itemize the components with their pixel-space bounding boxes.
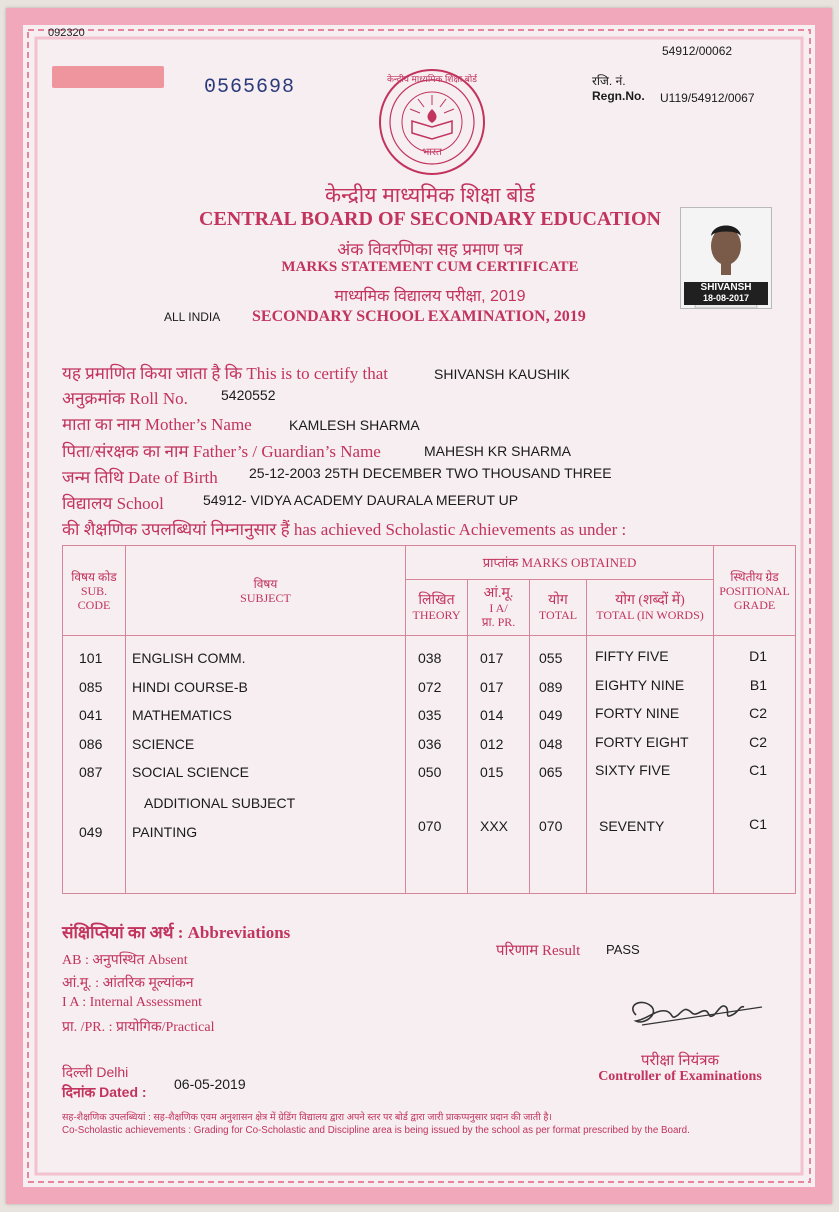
table-row-2-total: 049 xyxy=(539,707,563,724)
header-grade-hindi: स्थितीय ग्रेड xyxy=(730,569,779,584)
controller-label: Controller of Examinations xyxy=(598,1069,762,1084)
regn-label: Regn.No. xyxy=(592,89,645,103)
header-theory-english: THEORY xyxy=(412,607,461,622)
additional-row-subject: PAINTING xyxy=(132,823,198,840)
mother-label: माता का नाम Mother’s Name xyxy=(62,415,252,434)
header-total-hindi: योग xyxy=(548,592,568,608)
all-india-label: ALL INDIA xyxy=(164,310,221,324)
table-row-4-ia: 015 xyxy=(480,764,504,781)
header-ia-english: I A/ xyxy=(489,600,508,615)
abbreviation-pr: प्रा. /PR. : प्रायोगिक/Practical xyxy=(62,1020,215,1035)
serial-number: 0565698 xyxy=(204,76,296,99)
abbreviation-ia: I A : Internal Assessment xyxy=(62,995,202,1010)
table-row-1-grade: B1 xyxy=(749,676,768,693)
roll-label: अनुक्रमांक Roll No. xyxy=(62,389,188,408)
col-words xyxy=(587,636,714,894)
header-words-hindi: योग (शब्दों में) xyxy=(615,592,685,608)
father-label: पिता/संरक्षक का नाम Father’s / Guardian’s Name xyxy=(62,442,381,461)
table-row-0-theory: 038 xyxy=(418,650,442,666)
header-ia-hindi: आं.मू. xyxy=(483,585,514,601)
controller-hindi: परीक्षा नियंत्रक xyxy=(640,1052,720,1069)
table-row-0-ia: 017 xyxy=(480,650,504,666)
photo-date: 18-08-2017 xyxy=(702,293,750,303)
header-pr: प्रा. PR. xyxy=(481,614,516,629)
header-grade xyxy=(714,546,796,636)
table-row-1-code: 085 xyxy=(79,678,103,695)
co-scholastic-note: Co-Scholastic achievements : Grading for Co-Scholastic and Discipline area is being issued by the school as per format prescribed by the Board. xyxy=(62,1125,690,1136)
table-row-3-theory: 036 xyxy=(418,735,442,752)
table-row-4-grade: C1 xyxy=(749,762,768,779)
result-value: PASS xyxy=(606,942,640,957)
table-row-4-words: SIXTY FIVE xyxy=(595,762,671,779)
abbreviation-ia-hindi: आं.मू. : आंतरिक मूल्यांकन xyxy=(62,976,194,991)
dob-label: जन्म तिथि Date of Birth xyxy=(62,468,218,487)
header-total-english: TOTAL xyxy=(538,607,578,622)
table-row-3-total: 048 xyxy=(539,735,563,752)
additional-row-total: 070 xyxy=(539,817,563,834)
header-subject xyxy=(126,546,406,636)
table-row-1-theory: 072 xyxy=(418,678,442,695)
header-theory-hindi: लिखित xyxy=(418,592,455,608)
father-value: MAHESH KR SHARMA xyxy=(424,443,572,459)
col-grade xyxy=(714,636,796,894)
doc-title: MARKS STATEMENT CUM CERTIFICATE xyxy=(281,259,579,275)
table-row-2-code: 041 xyxy=(79,707,103,724)
student-name: SHIVANSH KAUSHIK xyxy=(434,366,570,382)
header-sub-code-english: SUB. CODE xyxy=(77,583,111,612)
table-row-3-words: FORTY EIGHT xyxy=(595,733,689,750)
achieved-label: की शैक्षणिक उपलब्धियां निम्नानुसार हैं has achieved Scholastic Achievements as under : xyxy=(62,520,627,539)
additional-subject-label: ADDITIONAL SUBJECT xyxy=(144,794,296,811)
table-row-2-ia: 014 xyxy=(480,707,504,724)
col-ia xyxy=(468,636,530,894)
dated-label: दिनांक Dated : xyxy=(62,1084,147,1100)
board-title: CENTRAL BOARD OF SECONDARY EDUCATION xyxy=(199,208,661,230)
header-theory xyxy=(406,580,468,636)
table-row-2-subject: MATHEMATICS xyxy=(132,707,232,724)
certify-label: यह प्रमाणित किया जाता है कि This is to certify that xyxy=(62,364,388,383)
board-title-hindi: केन्द्रीय माध्यमिक शिक्षा बोर्ड xyxy=(325,184,535,207)
additional-row-grade: C1 xyxy=(749,815,768,832)
school-value: 54912- VIDYA ACADEMY DAURALA MEERUT UP xyxy=(203,492,519,508)
header-ia xyxy=(468,580,530,636)
table-row-0-subject: ENGLISH COMM. xyxy=(132,650,246,666)
table-row-1-subject: HINDI COURSE-B xyxy=(132,678,248,695)
table-row-2-theory: 035 xyxy=(418,707,442,724)
serial-top-left: 092320 xyxy=(48,27,85,39)
code-top-right: 54912/00062 xyxy=(662,44,733,58)
table-row-1-total: 089 xyxy=(539,678,563,695)
table-row-3-subject: SCIENCE xyxy=(132,735,195,752)
spacer-row xyxy=(79,787,125,816)
photo-name: SHIVANSH xyxy=(700,282,752,293)
additional-row-theory: 070 xyxy=(418,817,442,834)
table-row-4-theory: 050 xyxy=(418,764,442,781)
header-sub-code-hindi: विषय कोड xyxy=(71,569,117,584)
spacer-row xyxy=(595,785,713,814)
place-label: दिल्ली Delhi xyxy=(62,1064,129,1080)
table-row-4-total: 065 xyxy=(539,764,563,781)
red-stamp xyxy=(52,66,164,88)
table-row-0-grade: D1 xyxy=(749,648,768,664)
table-row-0-words: FIFTY FIVE xyxy=(595,648,669,664)
col-theory xyxy=(406,636,468,894)
co-scholastic-note-hindi: सह-शैक्षणिक उपलब्धियां : सह-शैक्षणिक एवम अनुशासन क्षेत्र में ग्रेडिंग विद्यालय द्वारा अपने स्तर पर बोर्ड द्वारा जारी प्राकप्पनुसार प्रदान की जाती है। xyxy=(62,1112,552,1123)
abbreviations-title: संक्षिप्तियां का अर्थ : Abbreviations xyxy=(62,923,291,942)
dob-value: 25-12-2003 25TH DECEMBER TWO THOUSAND THREE xyxy=(249,465,612,481)
abbreviation-ab: AB : अनुपस्थित Absent xyxy=(62,953,188,968)
marks-table xyxy=(62,545,796,894)
col-total xyxy=(530,636,587,894)
additional-row-words: SEVENTY xyxy=(599,817,665,834)
additional-row-ia: XXX xyxy=(480,817,509,834)
header-words xyxy=(587,580,714,636)
table-row-3-ia: 012 xyxy=(480,735,504,752)
table-row-3-code: 086 xyxy=(79,735,103,752)
col-subject xyxy=(126,636,406,894)
school-label: विद्यालय School xyxy=(62,494,164,513)
table-row-0-code: 101 xyxy=(79,650,103,666)
header-sub-code xyxy=(63,546,126,636)
mother-value: KAMLESH SHARMA xyxy=(289,417,420,433)
dated-value: 06-05-2019 xyxy=(174,1076,246,1092)
table-row-2-grade: C2 xyxy=(749,705,768,722)
emblem-bottom-text: भारत xyxy=(422,147,442,158)
roll-value: 5420552 xyxy=(221,387,276,403)
additional-row-code: 049 xyxy=(79,823,103,840)
regn-label-hindi: रजि. नं. xyxy=(592,74,626,88)
header-grade-english: POSITIONAL GRADE xyxy=(719,583,790,612)
result-label: परिणाम Result xyxy=(496,943,581,959)
signature-icon xyxy=(622,985,772,1035)
table-row-0-total: 055 xyxy=(539,650,563,666)
table-row-2-words: FORTY NINE xyxy=(595,705,680,722)
student-photo xyxy=(680,207,772,309)
table-row-4-code: 087 xyxy=(79,764,103,781)
header-words-english: TOTAL (IN WORDS) xyxy=(596,607,704,622)
col-code xyxy=(63,636,126,894)
header-marks-obtained: प्राप्तांक MARKS OBTAINED xyxy=(406,546,714,580)
regn-value: U119/54912/0067 xyxy=(660,91,755,105)
header-subject-hindi: विषय xyxy=(253,576,278,591)
table-row-4-subject: SOCIAL SCIENCE xyxy=(132,764,249,781)
table-row-1-words: EIGHTY NINE xyxy=(595,676,685,693)
exam-title: SECONDARY SCHOOL EXAMINATION, 2019 xyxy=(252,308,586,325)
exam-title-hindi: माध्यमिक विद्यालय परीक्षा, 2019 xyxy=(334,288,526,305)
header-total xyxy=(530,580,587,636)
table-row-1-ia: 017 xyxy=(480,678,504,695)
doc-title-hindi: अंक विवरणिका सह प्रमाण पत्र xyxy=(337,240,523,259)
photo-caption xyxy=(684,282,768,305)
table-row-3-grade: C2 xyxy=(749,733,768,750)
emblem-top-text: केन्द्रीय माध्यमिक शिक्षा बोर्ड xyxy=(387,74,477,84)
header-subject-english: SUBJECT xyxy=(240,590,291,605)
